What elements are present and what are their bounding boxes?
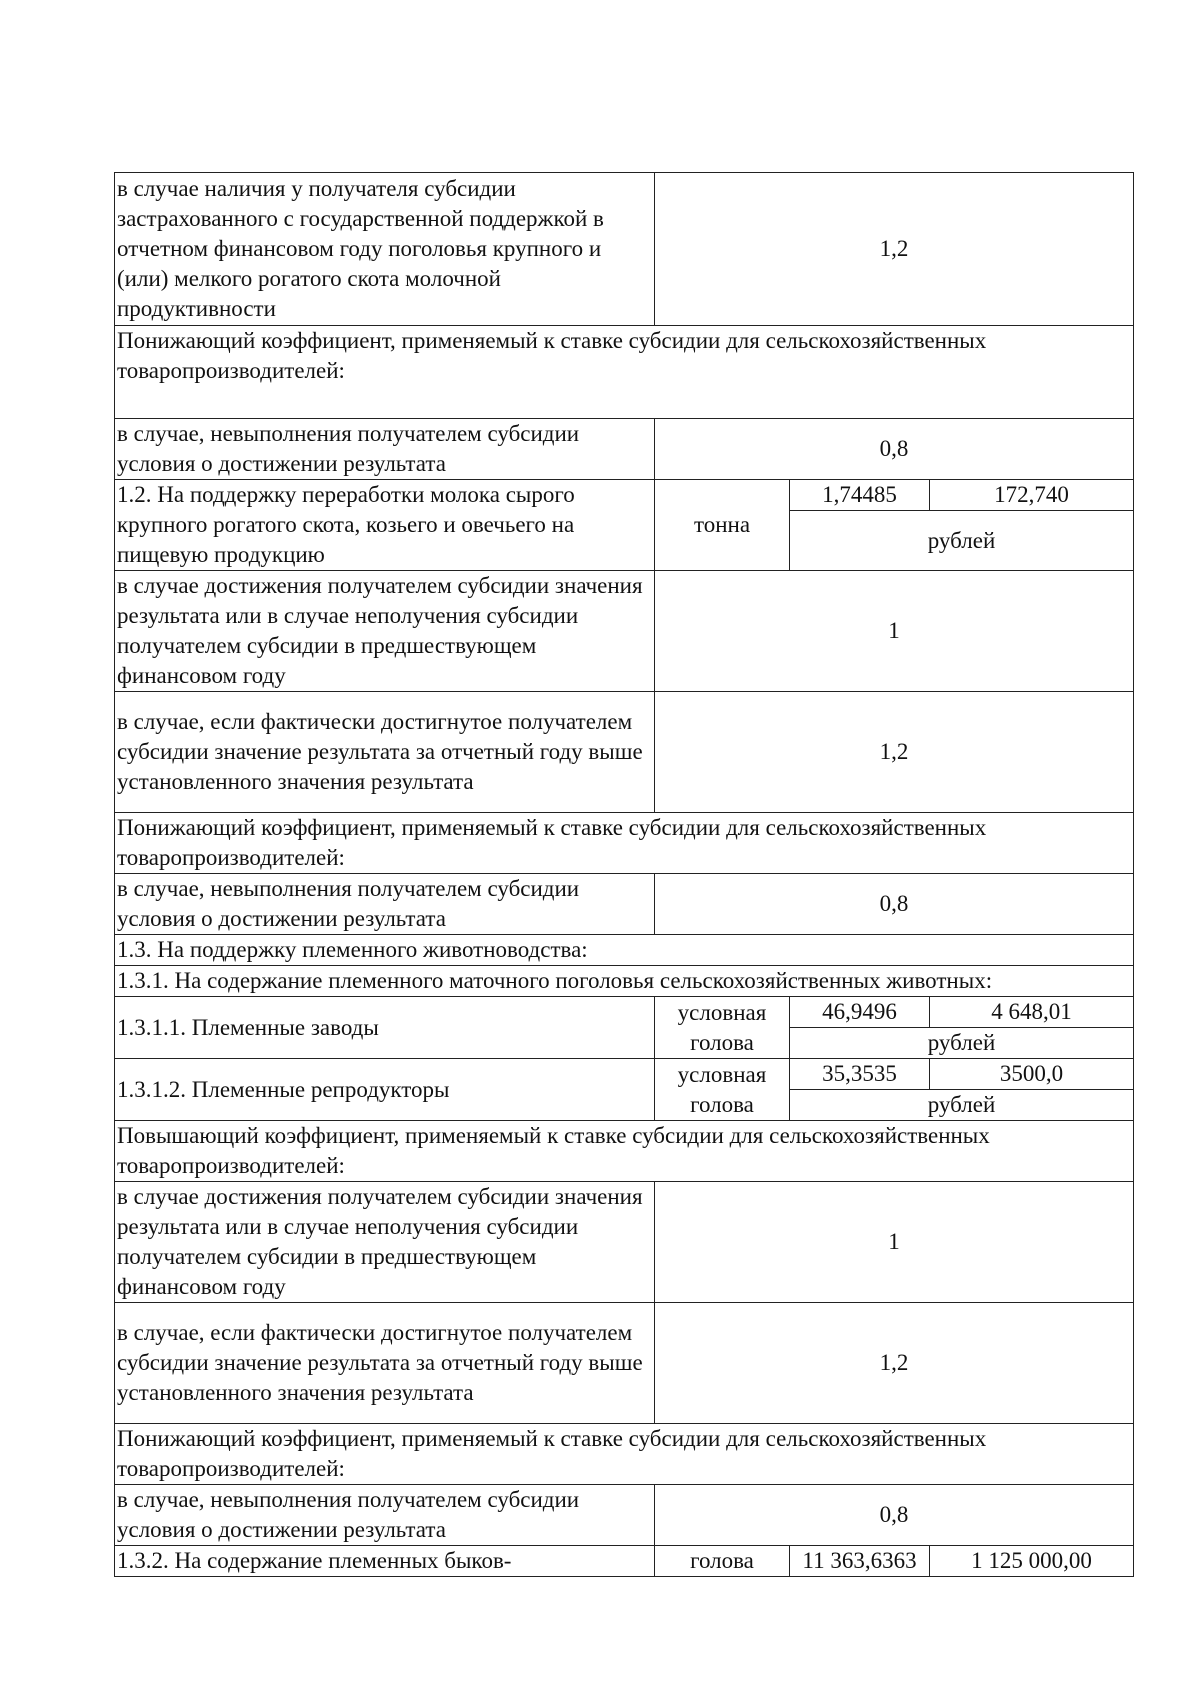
- table-row: [115, 571, 1134, 692]
- coefficient-value: 1,2: [655, 692, 1134, 813]
- row-description: в случае, невыполнения получателем субсидии условия о достижении результата: [115, 1485, 655, 1546]
- rate-cell: 1 125 000,00: [930, 1546, 1134, 1577]
- table-row: [115, 935, 1134, 966]
- row-description: 1.2. На поддержку переработки молока сырого крупного рогатого скота, козьего и овечьего на пищевую продукцию: [115, 480, 655, 571]
- rate-cell: 172,740: [930, 480, 1134, 511]
- coefficient-value: 1: [655, 1182, 1134, 1303]
- table-row: [115, 874, 1134, 935]
- currency-cell: рублей: [790, 1090, 1134, 1121]
- section-heading: Понижающий коэффициент, применяемый к ставке субсидии для сельскохозяйственных товаропроизводителей:: [115, 1424, 1134, 1485]
- rate-cell: 3500,0: [930, 1059, 1134, 1090]
- table-row: [115, 1424, 1134, 1485]
- section-heading: 1.3. На поддержку племенного животноводства:: [115, 935, 1134, 966]
- table-row: [115, 173, 1134, 326]
- table-row: [115, 1059, 1134, 1090]
- unit-cell: условная голова: [655, 1059, 790, 1121]
- coefficient-value: 0,8: [655, 419, 1134, 480]
- currency-cell: рублей: [790, 1028, 1134, 1059]
- table-row: [115, 1546, 1134, 1577]
- table-row: [115, 813, 1134, 874]
- table-row: [115, 1121, 1134, 1182]
- row-description: в случае достижения получателем субсидии значения результата или в случае неполучения субсидии получателем субсидии в предшествующем финансовом году: [115, 1182, 655, 1303]
- table-row: [115, 1485, 1134, 1546]
- subsidy-rates-table: [114, 172, 1134, 1577]
- section-heading: Повышающий коэффициент, применяемый к ставке субсидии для сельскохозяйственных товаропроизводителей:: [115, 1121, 1134, 1182]
- row-description: в случае, невыполнения получателем субсидии условия о достижении результата: [115, 874, 655, 935]
- row-description: 1.3.1.1. Племенные заводы: [115, 997, 655, 1059]
- coefficient-cell: 11 363,6363: [790, 1546, 930, 1577]
- row-description: в случае достижения получателем субсидии значения результата или в случае неполучения субсидии получателем субсидии в предшествующем финансовом году: [115, 571, 655, 692]
- row-description: в случае, если фактически достигнутое получателем субсидии значение результата за отчетный году выше установленного значения результата: [115, 692, 655, 813]
- row-description: в случае, если фактически достигнутое получателем субсидии значение результата за отчетный году выше установленного значения результата: [115, 1303, 655, 1424]
- row-description: 1.3.1.2. Племенные репродукторы: [115, 1059, 655, 1121]
- coefficient-value: 1: [655, 571, 1134, 692]
- table-row: [115, 997, 1134, 1028]
- coefficient-value: 1,2: [655, 173, 1134, 326]
- currency-cell: рублей: [790, 511, 1134, 571]
- coefficient-cell: 1,74485: [790, 480, 930, 511]
- row-description: в случае наличия у получателя субсидии застрахованного с государственной поддержкой в отчетном финансовом году поголовья крупного и (или) мелкого рогатого скота молочной продуктивности: [115, 173, 655, 326]
- row-description: в случае, невыполнения получателем субсидии условия о достижении результата: [115, 419, 655, 480]
- table-row: [115, 1303, 1134, 1424]
- section-heading: 1.3.1. На содержание племенного маточного поголовья сельскохозяйственных животных:: [115, 966, 1134, 997]
- coefficient-value: 1,2: [655, 1303, 1134, 1424]
- rate-cell: 4 648,01: [930, 997, 1134, 1028]
- unit-cell: условная голова: [655, 997, 790, 1059]
- coefficient-value: 0,8: [655, 1485, 1134, 1546]
- section-heading: Понижающий коэффициент, применяемый к ставке субсидии для сельскохозяйственных товаропроизводителей:: [115, 813, 1134, 874]
- table-row: [115, 480, 1134, 511]
- table-row: [115, 326, 1134, 419]
- unit-cell: голова: [655, 1546, 790, 1577]
- table-row: [115, 419, 1134, 480]
- table-row: [115, 1182, 1134, 1303]
- coefficient-value: 0,8: [655, 874, 1134, 935]
- coefficient-cell: 46,9496: [790, 997, 930, 1028]
- table-row: [115, 692, 1134, 813]
- coefficient-cell: 35,3535: [790, 1059, 930, 1090]
- section-heading: Понижающий коэффициент, применяемый к ставке субсидии для сельскохозяйственных товаропроизводителей:: [115, 326, 1134, 419]
- table-row: [115, 966, 1134, 997]
- unit-cell: тонна: [655, 480, 790, 571]
- row-description: 1.3.2. На содержание племенных быков-: [115, 1546, 655, 1577]
